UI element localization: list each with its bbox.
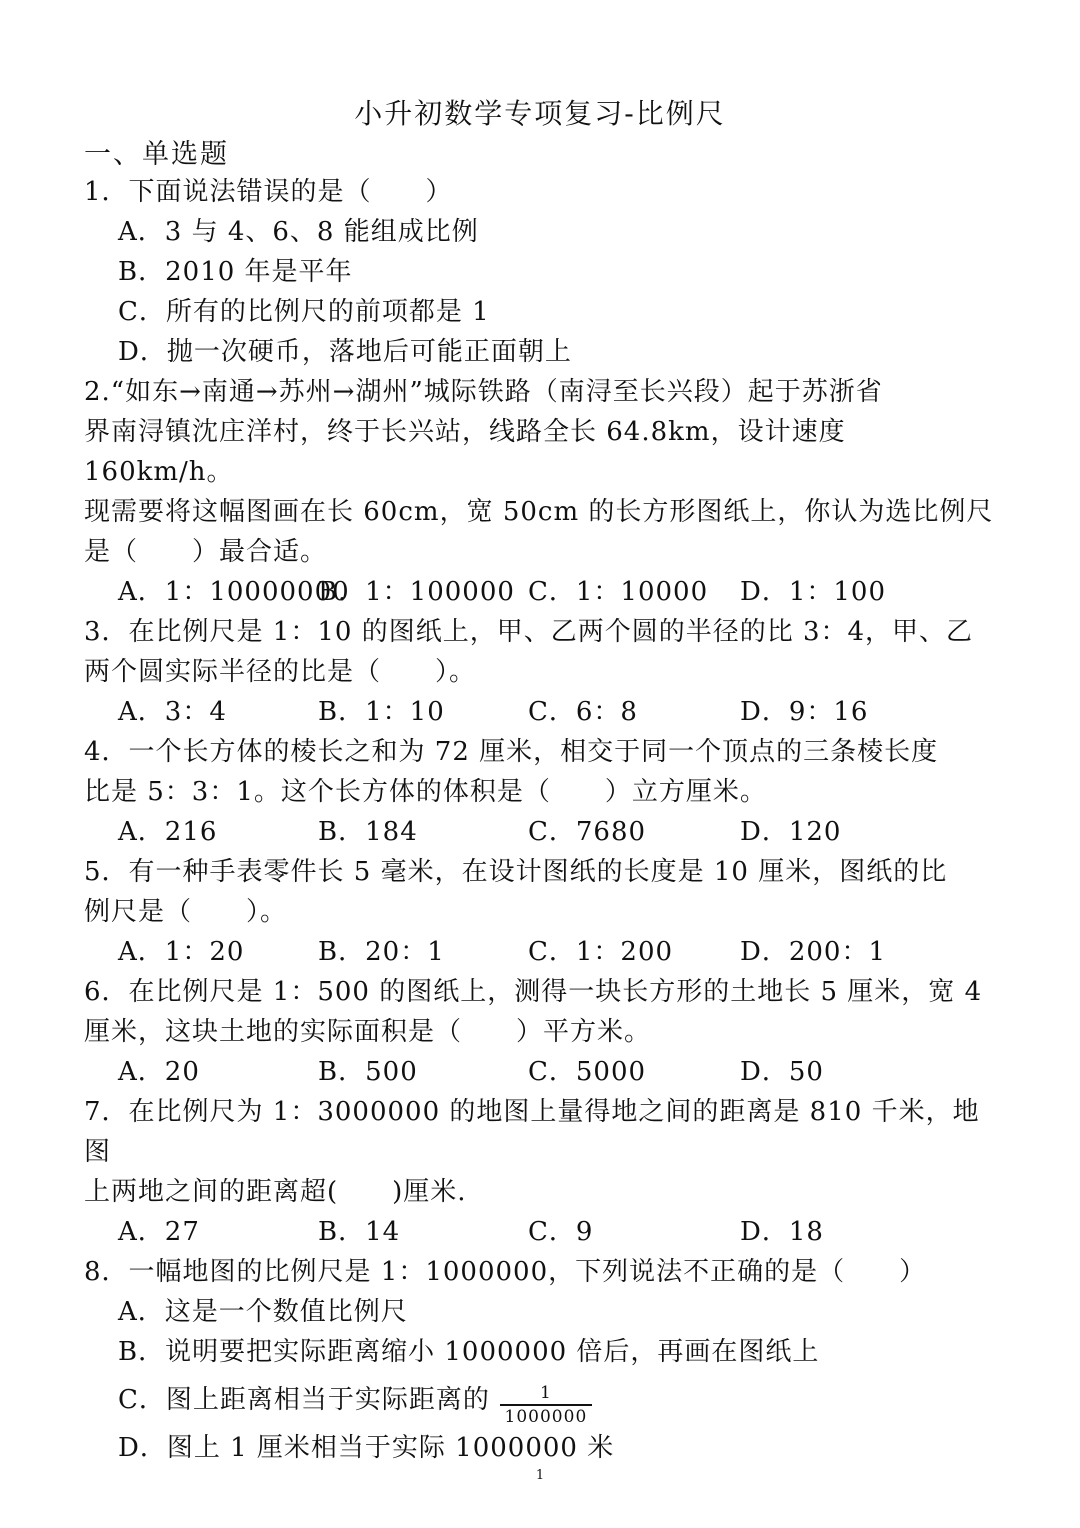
option-a: A．1：20 [118,937,245,967]
option-c: C．9 [528,1217,594,1247]
fraction-bar [500,1404,592,1406]
options-row [84,812,994,852]
question-stem: 1．下面说法错误的是（ ） [84,177,453,207]
question-stem-line: 厘米，这块土地的实际面积是（ ）平方米。 [84,1017,652,1047]
option-b: B．1：100000 [318,577,515,607]
option-d: D．9：16 [740,697,869,727]
question-stem-line: 是（ ）最合适。 [84,537,328,567]
question-stem-line: 7．在比例尺为 1：3000000 的地图上量得地之间的距离是 810 千米，地图 [84,1097,980,1167]
option-a: A．1：10000000 [118,577,350,607]
options-row [84,572,994,612]
fraction-denominator: 1000000 [504,1407,588,1427]
option-b: B．14 [318,1217,401,1247]
option-d: D．1：100 [740,577,887,607]
question-stem-line: 界南浔镇沈庄洋村，终于长兴站，线路全长 64.8km，设计速度 160km/h。 [84,417,846,487]
option-a: A．20 [118,1057,200,1087]
question-3 [84,612,994,732]
page-title: 小升初数学专项复习-比例尺 [354,97,726,130]
options-row [84,1212,994,1252]
option-a: A．这是一个数值比例尺 [118,1297,408,1327]
option-d: D．120 [740,817,842,847]
question-5 [84,852,994,972]
option-c: C．6：8 [528,697,638,727]
options-row [84,1052,994,1092]
question-stem-line: 比是 5：3：1。这个长方体的体积是（ ）立方厘米。 [84,777,767,807]
question-4 [84,732,994,852]
fraction [500,1383,592,1427]
question-stem-line: 两个圆实际半径的比是（ ）。 [84,657,477,687]
question-list [84,172,994,1468]
option-c: C．所有的比例尺的前项都是 1 [118,297,490,327]
option-d: D．200：1 [740,937,887,967]
option-b: B．1：10 [318,697,445,727]
question-stem-line: 上两地之间的距离超( )厘米. [84,1177,467,1207]
section-heading: 一、单选题 [84,139,229,170]
option-d: D．图上 1 厘米相当于实际 1000000 米 [118,1433,615,1463]
question-stem-line: 3．在比例尺是 1：10 的图纸上，甲、乙两个圆的半径的比 3：4，甲、乙 [84,617,974,647]
option-b: B．500 [318,1057,418,1087]
option-c: C．7680 [528,817,647,847]
option-d: D．50 [740,1057,824,1087]
question-7 [84,1092,994,1252]
option-b: B．2010 年是平年 [118,257,353,287]
question-6 [84,972,994,1092]
question-stem-line: 4．一个长方体的棱长之和为 72 厘米，相交于同一个顶点的三条棱长度 [84,737,939,767]
question-2 [84,372,994,612]
option-c [84,1372,994,1428]
option-c: C．5000 [528,1057,647,1087]
question-stem-line: 2.“如东→南通→苏州→湖州”城际铁路（南浔至长兴段）起于苏浙省 [84,377,883,407]
option-a: A．3：4 [118,697,227,727]
option-b: B．说明要把实际距离缩小 1000000 倍后，再画在图纸上 [118,1337,820,1367]
option-c-text: C．图上距离相当于实际距离的 [118,1385,490,1415]
options-row [84,932,994,972]
options-row [84,692,994,732]
question-stem-line: 5．有一种手表零件长 5 毫米，在设计图纸的长度是 10 厘米，图纸的比 [84,857,948,887]
option-d: D．抛一次硬币，落地后可能正面朝上 [118,337,572,367]
option-c: C．1：200 [528,937,674,967]
question-stem-line: 6．在比例尺是 1：500 的图纸上，测得一块长方形的土地长 5 厘米，宽 4 [84,977,983,1007]
option-a: A．3 与 4、6、8 能组成比例 [118,217,479,247]
question-1 [84,172,994,372]
option-b: B．184 [318,817,418,847]
question-8 [84,1252,994,1468]
page-number: 1 [535,1468,545,1483]
option-a: A．216 [118,817,218,847]
question-stem-line: 例尺是（ ）。 [84,897,288,927]
question-stem-line: 现需要将这幅图画在长 60cm，宽 50cm 的长方形图纸上，你认为选比例尺 [84,497,994,527]
option-b: B．20：1 [318,937,445,967]
question-stem: 8．一幅地图的比例尺是 1：1000000，下列说法不正确的是（ ） [84,1257,927,1287]
option-c: C．1：10000 [528,577,709,607]
option-a: A．27 [118,1217,200,1247]
option-d: D．18 [740,1217,824,1247]
fraction-numerator: 1 [539,1383,552,1403]
